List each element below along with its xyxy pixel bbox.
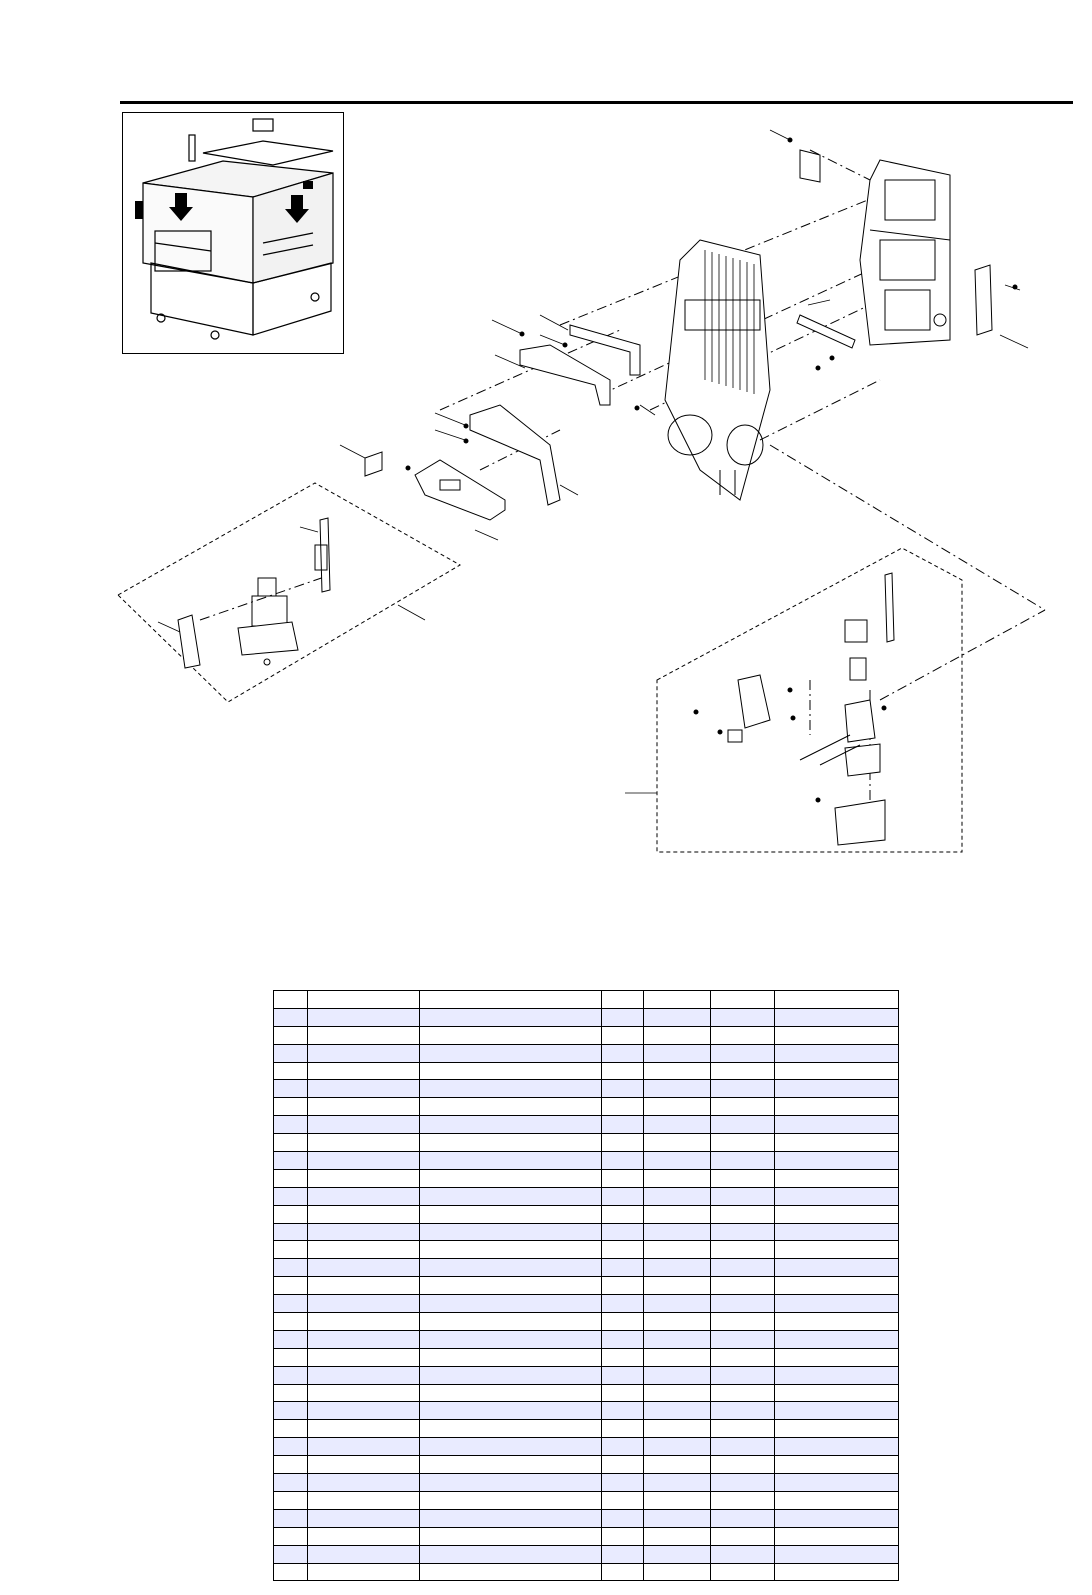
table-cell bbox=[644, 1259, 711, 1277]
table-cell bbox=[644, 1134, 711, 1152]
table-row bbox=[274, 1169, 899, 1187]
table-cell bbox=[711, 1169, 775, 1187]
table-row bbox=[274, 1456, 899, 1474]
table-cell bbox=[711, 1152, 775, 1170]
table-cell bbox=[274, 1330, 308, 1348]
table-cell bbox=[711, 1313, 775, 1331]
table-cell bbox=[602, 1277, 644, 1295]
parts-list-body bbox=[274, 991, 899, 1581]
table-row bbox=[274, 1438, 899, 1456]
table-cell bbox=[308, 1062, 420, 1080]
table-cell bbox=[775, 1062, 899, 1080]
table-cell bbox=[274, 1098, 308, 1116]
table-row bbox=[274, 1402, 899, 1420]
table-cell bbox=[602, 1134, 644, 1152]
left-assembly-boundary bbox=[118, 483, 460, 702]
table-cell bbox=[308, 1277, 420, 1295]
table-cell bbox=[602, 1438, 644, 1456]
bracket-middle bbox=[520, 345, 610, 405]
table-cell bbox=[775, 1313, 899, 1331]
table-cell bbox=[644, 1223, 711, 1241]
table-cell bbox=[308, 1152, 420, 1170]
table-cell bbox=[274, 1134, 308, 1152]
table-cell bbox=[775, 1259, 899, 1277]
table-cell bbox=[420, 1402, 602, 1420]
table-row bbox=[274, 1420, 899, 1438]
table-cell bbox=[711, 1474, 775, 1492]
table-cell bbox=[644, 1348, 711, 1366]
table-row bbox=[274, 1545, 899, 1563]
parts-list-table bbox=[273, 990, 899, 1581]
table-cell bbox=[274, 1026, 308, 1044]
table-cell bbox=[602, 1456, 644, 1474]
table-cell bbox=[602, 1152, 644, 1170]
table-cell bbox=[420, 1116, 602, 1134]
table-row bbox=[274, 1044, 899, 1062]
table-cell bbox=[711, 1491, 775, 1509]
table-cell bbox=[711, 1080, 775, 1098]
table-cell bbox=[775, 1348, 899, 1366]
table-cell bbox=[420, 1420, 602, 1438]
table-cell bbox=[274, 1384, 308, 1402]
table-cell bbox=[644, 1008, 711, 1026]
table-cell bbox=[274, 1080, 308, 1098]
table-cell bbox=[420, 1491, 602, 1509]
table-cell bbox=[274, 1527, 308, 1545]
table-cell bbox=[274, 1223, 308, 1241]
table-cell bbox=[274, 1438, 308, 1456]
table-cell bbox=[602, 1330, 644, 1348]
table-cell bbox=[274, 1491, 308, 1509]
table-cell bbox=[644, 1545, 711, 1563]
nozzle-head-block bbox=[665, 240, 770, 500]
table-cell bbox=[602, 1313, 644, 1331]
table-cell bbox=[602, 1259, 644, 1277]
table-cell bbox=[644, 1169, 711, 1187]
table-row bbox=[274, 1080, 899, 1098]
table-cell bbox=[420, 1169, 602, 1187]
table-cell bbox=[420, 1026, 602, 1044]
table-cell bbox=[308, 1187, 420, 1205]
table-cell bbox=[644, 1044, 711, 1062]
table-cell bbox=[274, 1259, 308, 1277]
table-cell bbox=[274, 1474, 308, 1492]
table-cell bbox=[602, 1241, 644, 1259]
table-cell bbox=[644, 1116, 711, 1134]
table-cell bbox=[775, 1044, 899, 1062]
table-cell bbox=[602, 1402, 644, 1420]
table-cell bbox=[711, 1402, 775, 1420]
table-cell bbox=[775, 1223, 899, 1241]
table-cell bbox=[420, 1259, 602, 1277]
table-row bbox=[274, 1366, 899, 1384]
table-cell bbox=[711, 1420, 775, 1438]
table-cell bbox=[775, 1026, 899, 1044]
table-cell bbox=[274, 1205, 308, 1223]
table-cell bbox=[274, 1008, 308, 1026]
table-cell bbox=[644, 1509, 711, 1527]
table-cell bbox=[711, 1187, 775, 1205]
table-cell bbox=[420, 1438, 602, 1456]
table-cell bbox=[420, 1330, 602, 1348]
table-cell bbox=[644, 1080, 711, 1098]
table-cell bbox=[420, 1152, 602, 1170]
table-cell bbox=[775, 1456, 899, 1474]
table-cell bbox=[420, 1223, 602, 1241]
table-cell bbox=[420, 1366, 602, 1384]
table-cell bbox=[644, 1491, 711, 1509]
table-cell bbox=[420, 1313, 602, 1331]
right-motor-assembly bbox=[728, 573, 894, 845]
table-row bbox=[274, 1330, 899, 1348]
table-cell bbox=[644, 1420, 711, 1438]
table-cell bbox=[308, 1169, 420, 1187]
table-row bbox=[274, 1134, 899, 1152]
table-cell bbox=[775, 1474, 899, 1492]
table-row bbox=[274, 1205, 899, 1223]
table-cell bbox=[711, 1241, 775, 1259]
head-frame-casting bbox=[860, 160, 992, 345]
table-cell bbox=[308, 1420, 420, 1438]
table-cell bbox=[420, 1044, 602, 1062]
table-cell bbox=[420, 1563, 602, 1581]
table-cell bbox=[644, 1152, 711, 1170]
table-row bbox=[274, 1491, 899, 1509]
table-cell bbox=[420, 1080, 602, 1098]
table-cell bbox=[420, 1384, 602, 1402]
table-cell bbox=[274, 991, 308, 1009]
table-cell bbox=[274, 1062, 308, 1080]
table-cell bbox=[644, 1330, 711, 1348]
table-cell bbox=[775, 1509, 899, 1527]
table-cell bbox=[711, 1456, 775, 1474]
table-cell bbox=[274, 1277, 308, 1295]
table-cell bbox=[602, 1563, 644, 1581]
table-cell bbox=[420, 1509, 602, 1527]
table-cell bbox=[420, 1241, 602, 1259]
table-cell bbox=[308, 1044, 420, 1062]
table-cell bbox=[602, 1008, 644, 1026]
table-cell bbox=[420, 1134, 602, 1152]
table-cell bbox=[775, 1152, 899, 1170]
table-cell bbox=[602, 1026, 644, 1044]
table-row bbox=[274, 1295, 899, 1313]
table-cell bbox=[775, 1187, 899, 1205]
table-cell bbox=[420, 1527, 602, 1545]
table-cell bbox=[711, 1295, 775, 1313]
table-cell bbox=[274, 1313, 308, 1331]
table-cell bbox=[274, 1456, 308, 1474]
table-cell bbox=[420, 1348, 602, 1366]
table-cell bbox=[644, 1402, 711, 1420]
table-cell bbox=[644, 1026, 711, 1044]
table-row bbox=[274, 1116, 899, 1134]
table-cell bbox=[602, 1169, 644, 1187]
table-cell bbox=[711, 1062, 775, 1080]
table-cell bbox=[308, 1402, 420, 1420]
table-cell bbox=[711, 1116, 775, 1134]
table-row bbox=[274, 1241, 899, 1259]
table-cell bbox=[308, 1384, 420, 1402]
table-cell bbox=[274, 1295, 308, 1313]
table-cell bbox=[711, 1259, 775, 1277]
shaft bbox=[797, 315, 855, 348]
table-cell bbox=[711, 1527, 775, 1545]
table-row bbox=[274, 1098, 899, 1116]
table-cell bbox=[711, 1384, 775, 1402]
table-cell bbox=[775, 1080, 899, 1098]
table-cell bbox=[602, 1187, 644, 1205]
table-cell bbox=[644, 1098, 711, 1116]
table-cell bbox=[602, 1223, 644, 1241]
table-cell bbox=[308, 1223, 420, 1241]
table-cell bbox=[602, 1080, 644, 1098]
table-cell bbox=[602, 1098, 644, 1116]
table-cell bbox=[308, 1474, 420, 1492]
table-cell bbox=[420, 1008, 602, 1026]
table-cell bbox=[711, 1563, 775, 1581]
table-cell bbox=[308, 1456, 420, 1474]
table-cell bbox=[308, 1438, 420, 1456]
table-cell bbox=[274, 1169, 308, 1187]
table-cell bbox=[420, 1295, 602, 1313]
table-cell bbox=[775, 991, 899, 1009]
table-cell bbox=[711, 1205, 775, 1223]
table-cell bbox=[602, 991, 644, 1009]
table-cell bbox=[274, 1348, 308, 1366]
table-cell bbox=[775, 1366, 899, 1384]
table-row bbox=[274, 1259, 899, 1277]
table-cell bbox=[274, 1152, 308, 1170]
table-cell bbox=[711, 991, 775, 1009]
table-cell bbox=[775, 1402, 899, 1420]
table-cell bbox=[602, 1474, 644, 1492]
table-cell bbox=[644, 1438, 711, 1456]
table-cell bbox=[711, 1223, 775, 1241]
table-cell bbox=[644, 1527, 711, 1545]
table-cell bbox=[274, 1241, 308, 1259]
left-motor-assembly bbox=[178, 518, 330, 668]
table-cell bbox=[274, 1402, 308, 1420]
table-cell bbox=[308, 1366, 420, 1384]
table-cell bbox=[711, 1330, 775, 1348]
table-cell bbox=[420, 1187, 602, 1205]
table-cell bbox=[308, 1509, 420, 1527]
table-cell bbox=[602, 1295, 644, 1313]
table-cell bbox=[644, 1384, 711, 1402]
table-cell bbox=[420, 1205, 602, 1223]
table-cell bbox=[775, 1098, 899, 1116]
table-cell bbox=[308, 1545, 420, 1563]
table-cell bbox=[602, 1420, 644, 1438]
table-cell bbox=[602, 1384, 644, 1402]
table-cell bbox=[644, 1062, 711, 1080]
table-cell bbox=[420, 1098, 602, 1116]
table-cell bbox=[308, 1259, 420, 1277]
table-cell bbox=[274, 1116, 308, 1134]
table-cell bbox=[775, 1241, 899, 1259]
table-cell bbox=[644, 1295, 711, 1313]
table-cell bbox=[644, 1313, 711, 1331]
table-cell bbox=[711, 1098, 775, 1116]
table-row bbox=[274, 1187, 899, 1205]
table-cell bbox=[274, 1563, 308, 1581]
table-cell bbox=[644, 1277, 711, 1295]
table-cell bbox=[274, 1509, 308, 1527]
table-cell bbox=[274, 1366, 308, 1384]
table-cell bbox=[274, 1187, 308, 1205]
table-cell bbox=[775, 1491, 899, 1509]
table-row bbox=[274, 1062, 899, 1080]
table-row bbox=[274, 1277, 899, 1295]
table-cell bbox=[308, 1563, 420, 1581]
table-cell bbox=[308, 1008, 420, 1026]
table-cell bbox=[644, 1456, 711, 1474]
table-cell bbox=[420, 1456, 602, 1474]
table-row bbox=[274, 1223, 899, 1241]
table-cell bbox=[308, 1527, 420, 1545]
table-cell bbox=[308, 1348, 420, 1366]
spacer-block bbox=[800, 150, 820, 182]
table-cell bbox=[775, 1295, 899, 1313]
table-cell bbox=[775, 1134, 899, 1152]
table-cell bbox=[602, 1527, 644, 1545]
table-cell bbox=[775, 1438, 899, 1456]
table-cell bbox=[644, 1205, 711, 1223]
table-cell bbox=[308, 1080, 420, 1098]
table-cell bbox=[308, 1295, 420, 1313]
table-row bbox=[274, 991, 899, 1009]
table-cell bbox=[602, 1509, 644, 1527]
table-cell bbox=[420, 1062, 602, 1080]
table-cell bbox=[602, 1205, 644, 1223]
table-cell bbox=[775, 1008, 899, 1026]
table-cell bbox=[308, 1313, 420, 1331]
table-cell bbox=[775, 1330, 899, 1348]
table-cell bbox=[644, 1474, 711, 1492]
table-row bbox=[274, 1026, 899, 1044]
table-row bbox=[274, 1474, 899, 1492]
table-cell bbox=[308, 1134, 420, 1152]
table-cell bbox=[274, 1420, 308, 1438]
table-cell bbox=[775, 1277, 899, 1295]
table-cell bbox=[644, 1241, 711, 1259]
table-cell bbox=[420, 1545, 602, 1563]
table-cell bbox=[644, 1187, 711, 1205]
table-cell bbox=[775, 1420, 899, 1438]
table-cell bbox=[602, 1062, 644, 1080]
table-row bbox=[274, 1313, 899, 1331]
table-cell bbox=[308, 1026, 420, 1044]
table-cell bbox=[420, 1277, 602, 1295]
table-cell bbox=[274, 1545, 308, 1563]
table-row bbox=[274, 1509, 899, 1527]
table-cell bbox=[711, 1348, 775, 1366]
table-cell bbox=[602, 1366, 644, 1384]
table-cell bbox=[602, 1348, 644, 1366]
table-cell bbox=[775, 1384, 899, 1402]
table-row bbox=[274, 1348, 899, 1366]
table-cell bbox=[308, 1241, 420, 1259]
table-cell bbox=[602, 1491, 644, 1509]
table-cell bbox=[775, 1545, 899, 1563]
table-cell bbox=[711, 1366, 775, 1384]
table-cell bbox=[308, 1491, 420, 1509]
table-cell bbox=[308, 1116, 420, 1134]
table-cell bbox=[602, 1545, 644, 1563]
table-row bbox=[274, 1008, 899, 1026]
table-cell bbox=[711, 1134, 775, 1152]
table-cell bbox=[711, 1509, 775, 1527]
table-cell bbox=[711, 1008, 775, 1026]
table-cell bbox=[775, 1116, 899, 1134]
table-cell bbox=[308, 1098, 420, 1116]
table-cell bbox=[775, 1563, 899, 1581]
table-cell bbox=[644, 991, 711, 1009]
table-cell bbox=[775, 1205, 899, 1223]
table-cell bbox=[711, 1277, 775, 1295]
table-row bbox=[274, 1152, 899, 1170]
table-row bbox=[274, 1563, 899, 1581]
table-cell bbox=[711, 1044, 775, 1062]
table-cell bbox=[711, 1438, 775, 1456]
label-plate bbox=[365, 452, 382, 476]
table-row bbox=[274, 1527, 899, 1545]
table-cell bbox=[420, 991, 602, 1009]
table-cell bbox=[420, 1474, 602, 1492]
table-cell bbox=[644, 1563, 711, 1581]
table-cell bbox=[775, 1527, 899, 1545]
table-cell bbox=[308, 1330, 420, 1348]
table-cell bbox=[308, 991, 420, 1009]
table-cell bbox=[711, 1026, 775, 1044]
table-cell bbox=[602, 1044, 644, 1062]
table-cell bbox=[711, 1545, 775, 1563]
table-cell bbox=[308, 1205, 420, 1223]
table-cell bbox=[775, 1169, 899, 1187]
table-cell bbox=[644, 1366, 711, 1384]
table-cell bbox=[274, 1044, 308, 1062]
table-cell bbox=[602, 1116, 644, 1134]
table-row bbox=[274, 1384, 899, 1402]
